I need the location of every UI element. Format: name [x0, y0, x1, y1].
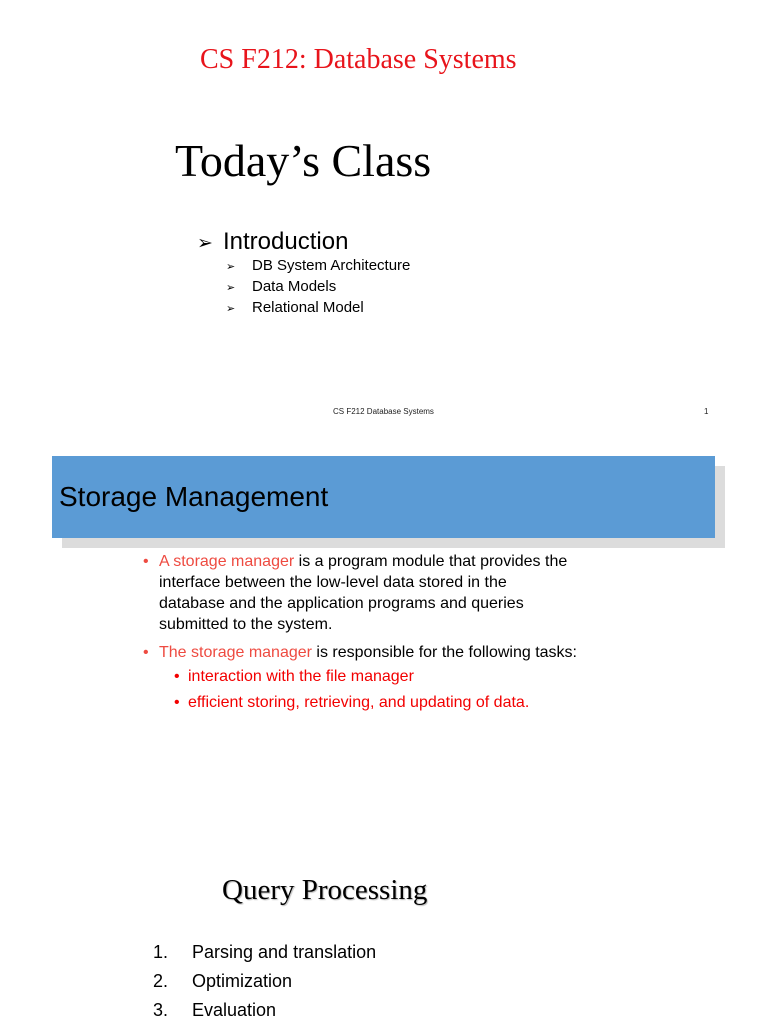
outline-subitem	[226, 255, 410, 277]
outline-subitem-label: Relational Model	[252, 299, 364, 316]
sub-bullet-item	[174, 666, 414, 687]
slide-footer-course: CS F212 Database Systems	[333, 407, 434, 416]
step-label: Evaluation	[192, 1000, 277, 1020]
slide-title: Storage Management	[59, 481, 329, 512]
slide-heading: Today’s Class	[175, 135, 432, 186]
outline-subitem-label: Data Models	[252, 278, 337, 295]
bullet-highlight: A storage manager	[159, 553, 295, 570]
bullet-continuation: interface between the low-level data stored in the	[159, 574, 507, 591]
numbered-step	[153, 941, 376, 963]
step-label: Optimization	[192, 971, 293, 991]
bullet-text: is responsible for the following tasks:	[311, 644, 577, 661]
outline-subitem	[226, 276, 336, 298]
numbered-step	[153, 999, 276, 1021]
bullet-dot-icon: •	[174, 668, 180, 685]
arrow-bullet-icon: ➢	[226, 281, 236, 294]
arrow-bullet-icon: ➢	[226, 302, 236, 315]
outline-item-label: Introduction	[223, 228, 349, 255]
bullet-item	[143, 551, 567, 572]
outline-subitem	[226, 297, 364, 319]
bullet-continuation: database and the application programs and queries	[159, 595, 524, 612]
arrow-bullet-icon: ➢	[226, 260, 236, 273]
course-title: CS F212: Database Systems	[200, 44, 517, 75]
slide-title: Query Processing	[222, 874, 428, 906]
step-number: 2.	[153, 971, 169, 991]
outline-subitem-label: DB System Architecture	[252, 257, 411, 274]
bullet-dot-icon: •	[174, 694, 180, 711]
sub-bullet-text: efficient storing, retrieving, and updating of data.	[188, 694, 530, 711]
bullet-highlight: The storage manager	[159, 644, 312, 661]
step-number: 3.	[153, 1000, 169, 1020]
slide-page-number: 1	[704, 407, 709, 416]
step-number: 1.	[153, 942, 169, 962]
step-label: Parsing and translation	[192, 942, 377, 962]
outline-item-introduction	[197, 228, 348, 257]
arrow-bullet-icon: ➢	[197, 232, 213, 254]
numbered-step	[153, 970, 292, 992]
bullet-item	[143, 642, 577, 663]
bullet-dot-icon: •	[143, 553, 149, 570]
bullet-continuation: submitted to the system.	[159, 616, 333, 633]
bullet-text: is a program module that provides the	[294, 553, 568, 570]
sub-bullet-item	[174, 692, 529, 713]
bullet-dot-icon: •	[143, 644, 149, 661]
sub-bullet-text: interaction with the file manager	[188, 668, 414, 685]
